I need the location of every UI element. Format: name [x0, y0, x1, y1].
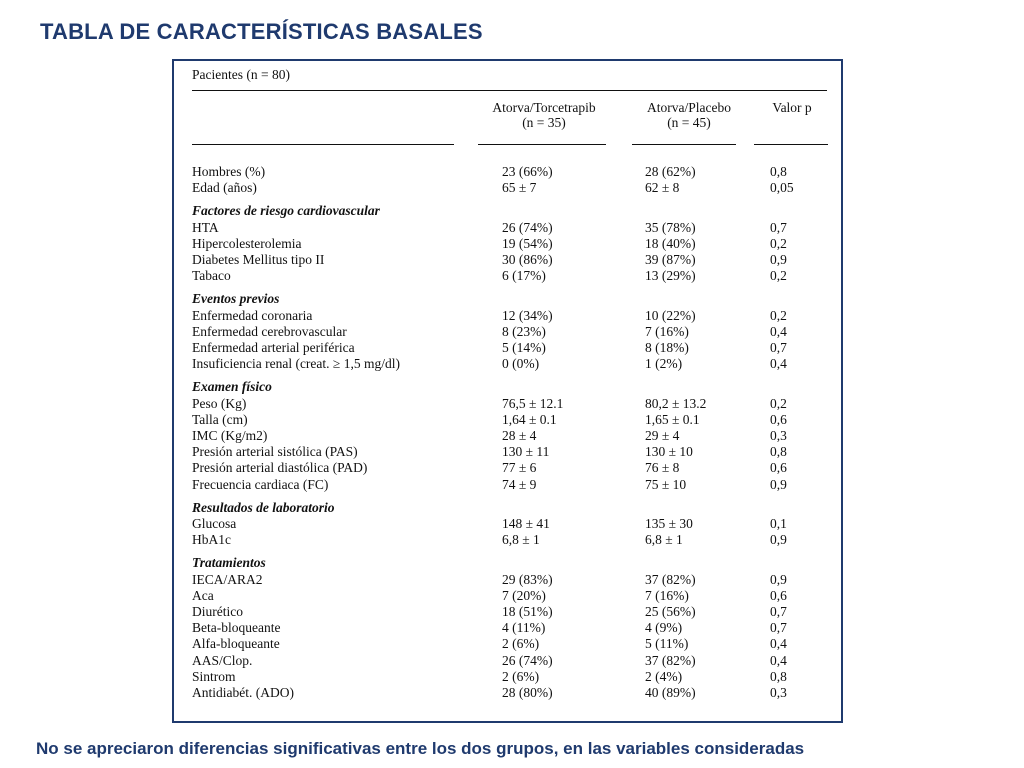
section-heading: Eventos previos — [192, 291, 280, 307]
section-heading: Examen físico — [192, 379, 272, 395]
placebo-value: 35 (78%) — [645, 219, 696, 235]
torcetrapib-value: 6,8 ± 1 — [502, 532, 540, 548]
p-value: 0,7 — [770, 340, 787, 355]
col-header-torcetrapib-name: Atorva/Torcetrapib — [492, 100, 596, 115]
placebo-value: 6,8 ± 1 — [645, 532, 683, 548]
torcetrapib-value: 65 ± 7 — [502, 180, 537, 196]
col-header-pvalue — [752, 100, 832, 115]
placebo-value: 80,2 ± 13.2 — [645, 395, 707, 411]
placebo-value: 39 (87%) — [645, 252, 696, 267]
baseline-table — [172, 59, 843, 723]
placebo-value: 76 ± 8 — [645, 460, 680, 476]
row-label: Insuficiencia renal (creat. ≥ 1,5 mg/dl) — [192, 356, 400, 372]
row-label: Aca — [192, 587, 214, 603]
p-value: 0,05 — [770, 180, 794, 196]
row-label: Sintrom — [192, 668, 236, 684]
torcetrapib-value: 0 (0%) — [502, 356, 540, 372]
col-header-placebo-name: Atorva/Placebo — [647, 100, 731, 115]
p-value: 0,8 — [770, 444, 787, 460]
p-value: 0,9 — [770, 252, 787, 267]
torcetrapib-value: 6 (17%) — [502, 268, 546, 284]
torcetrapib-value: 2 (6%) — [502, 668, 540, 684]
torcetrapib-value: 2 (6%) — [502, 636, 540, 652]
row-label: Glucosa — [192, 516, 237, 531]
p-value: 0,2 — [770, 268, 787, 284]
placebo-value: 4 (9%) — [645, 620, 683, 636]
torcetrapib-value: 130 ± 11 — [502, 444, 550, 460]
torcetrapib-value: 8 (23%) — [502, 323, 546, 339]
torcetrapib-value: 29 (83%) — [502, 571, 553, 587]
header-rule-4 — [754, 144, 828, 145]
torcetrapib-value: 28 ± 4 — [502, 428, 537, 443]
placebo-value: 37 (82%) — [645, 652, 696, 668]
placebo-value: 37 (82%) — [645, 571, 696, 587]
row-label: Enfermedad coronaria — [192, 307, 313, 323]
footer-note: No se apreciaron diferencias significativas entre los dos grupos, en las variables consideradas — [36, 739, 805, 758]
row-label: Frecuencia cardiaca (FC) — [192, 476, 329, 492]
row-label: Antidiabét. (ADO) — [192, 685, 294, 700]
row-label: HbA1c — [192, 532, 231, 548]
row-label: IECA/ARA2 — [192, 571, 263, 587]
torcetrapib-value: 74 ± 9 — [502, 476, 537, 492]
torcetrapib-value: 12 (34%) — [502, 307, 553, 323]
col-header-placebo — [614, 100, 764, 130]
header-rule-2 — [478, 144, 606, 145]
torcetrapib-value: 148 ± 41 — [502, 516, 550, 531]
placebo-value: 13 (29%) — [645, 268, 696, 284]
torcetrapib-value: 76,5 ± 12.1 — [502, 395, 564, 411]
row-label: HTA — [192, 219, 219, 235]
header-rule-3 — [632, 144, 736, 145]
p-value: 0,8 — [770, 668, 787, 684]
placebo-value: 2 (4%) — [645, 668, 683, 684]
row-label: AAS/Clop. — [192, 652, 253, 668]
row-label: Peso (Kg) — [192, 395, 247, 411]
placebo-value: 8 (18%) — [645, 340, 689, 355]
placebo-value: 130 ± 10 — [645, 444, 693, 460]
row-label: Diurético — [192, 604, 243, 619]
col-header-placebo-n: (n = 45) — [667, 115, 711, 130]
p-value: 0,4 — [770, 323, 787, 339]
p-value: 0,6 — [770, 411, 787, 427]
torcetrapib-value: 18 (51%) — [502, 604, 553, 619]
p-value: 0,3 — [770, 685, 787, 700]
placebo-value: 25 (56%) — [645, 604, 696, 619]
row-label: Diabetes Mellitus tipo II — [192, 252, 325, 267]
p-value: 0,3 — [770, 428, 787, 443]
p-value: 0,2 — [770, 235, 787, 251]
p-value: 0,9 — [770, 532, 787, 548]
placebo-value: 62 ± 8 — [645, 180, 680, 196]
row-label: Talla (cm) — [192, 411, 248, 427]
row-label: Enfermedad cerebrovascular — [192, 323, 347, 339]
p-value: 0,8 — [770, 164, 787, 179]
p-value: 0,7 — [770, 620, 787, 636]
torcetrapib-value: 1,64 ± 0.1 — [502, 411, 557, 427]
placebo-value: 75 ± 10 — [645, 476, 687, 492]
torcetrapib-value: 7 (20%) — [502, 587, 546, 603]
col-header-pvalue-label: Valor p — [772, 100, 812, 115]
placebo-value: 28 (62%) — [645, 164, 696, 179]
row-label: Beta-bloqueante — [192, 620, 281, 636]
p-value: 0,7 — [770, 219, 787, 235]
row-label: Enfermedad arterial periférica — [192, 340, 355, 355]
placebo-value: 7 (16%) — [645, 323, 689, 339]
placebo-value: 40 (89%) — [645, 685, 696, 700]
row-label: IMC (Kg/m2) — [192, 428, 268, 443]
p-value: 0,6 — [770, 460, 787, 476]
section-heading: Factores de riesgo cardiovascular — [192, 203, 380, 219]
p-value: 0,6 — [770, 587, 787, 603]
placebo-value: 7 (16%) — [645, 587, 689, 603]
p-value: 0,4 — [770, 652, 787, 668]
p-value: 0,7 — [770, 604, 787, 619]
p-value: 0,2 — [770, 307, 787, 323]
placebo-value: 1 (2%) — [645, 356, 683, 372]
header-rule-1 — [192, 144, 454, 145]
torcetrapib-value: 4 (11%) — [502, 620, 546, 636]
row-label: Alfa-bloqueante — [192, 636, 280, 652]
torcetrapib-value: 5 (14%) — [502, 340, 546, 355]
p-value: 0,4 — [770, 356, 787, 372]
torcetrapib-value: 26 (74%) — [502, 219, 553, 235]
p-value: 0,9 — [770, 476, 787, 492]
p-value: 0,4 — [770, 636, 787, 652]
p-value: 0,9 — [770, 571, 787, 587]
placebo-value: 29 ± 4 — [645, 428, 680, 443]
row-label: Hombres (%) — [192, 164, 266, 179]
torcetrapib-value: 19 (54%) — [502, 235, 553, 251]
col-header-torcetrapib-n: (n = 35) — [522, 115, 566, 130]
placebo-value: 135 ± 30 — [645, 516, 693, 531]
patients-label: Pacientes (n = 80) — [192, 67, 290, 82]
placebo-value: 10 (22%) — [645, 307, 696, 323]
section-heading: Tratamientos — [192, 555, 266, 571]
placebo-value: 5 (11%) — [645, 636, 689, 652]
row-label: Hipercolesterolemia — [192, 235, 302, 251]
torcetrapib-value: 30 (86%) — [502, 252, 553, 267]
torcetrapib-value: 26 (74%) — [502, 652, 553, 668]
torcetrapib-value: 77 ± 6 — [502, 460, 537, 476]
row-label: Edad (años) — [192, 180, 257, 196]
torcetrapib-value: 23 (66%) — [502, 164, 553, 179]
row-label: Presión arterial diastólica (PAD) — [192, 460, 368, 476]
placebo-value: 18 (40%) — [645, 235, 696, 251]
section-heading: Resultados de laboratorio — [192, 499, 335, 515]
p-value: 0,2 — [770, 395, 787, 411]
top-rule — [192, 90, 827, 91]
col-header-torcetrapib — [462, 100, 626, 130]
torcetrapib-value: 28 (80%) — [502, 685, 553, 700]
placebo-value: 1,65 ± 0.1 — [645, 411, 700, 427]
p-value: 0,1 — [770, 516, 787, 531]
page-title: TABLA DE CARACTERÍSTICAS BASALES — [40, 19, 483, 44]
row-label: Tabaco — [192, 268, 231, 284]
row-label: Presión arterial sistólica (PAS) — [192, 444, 358, 460]
